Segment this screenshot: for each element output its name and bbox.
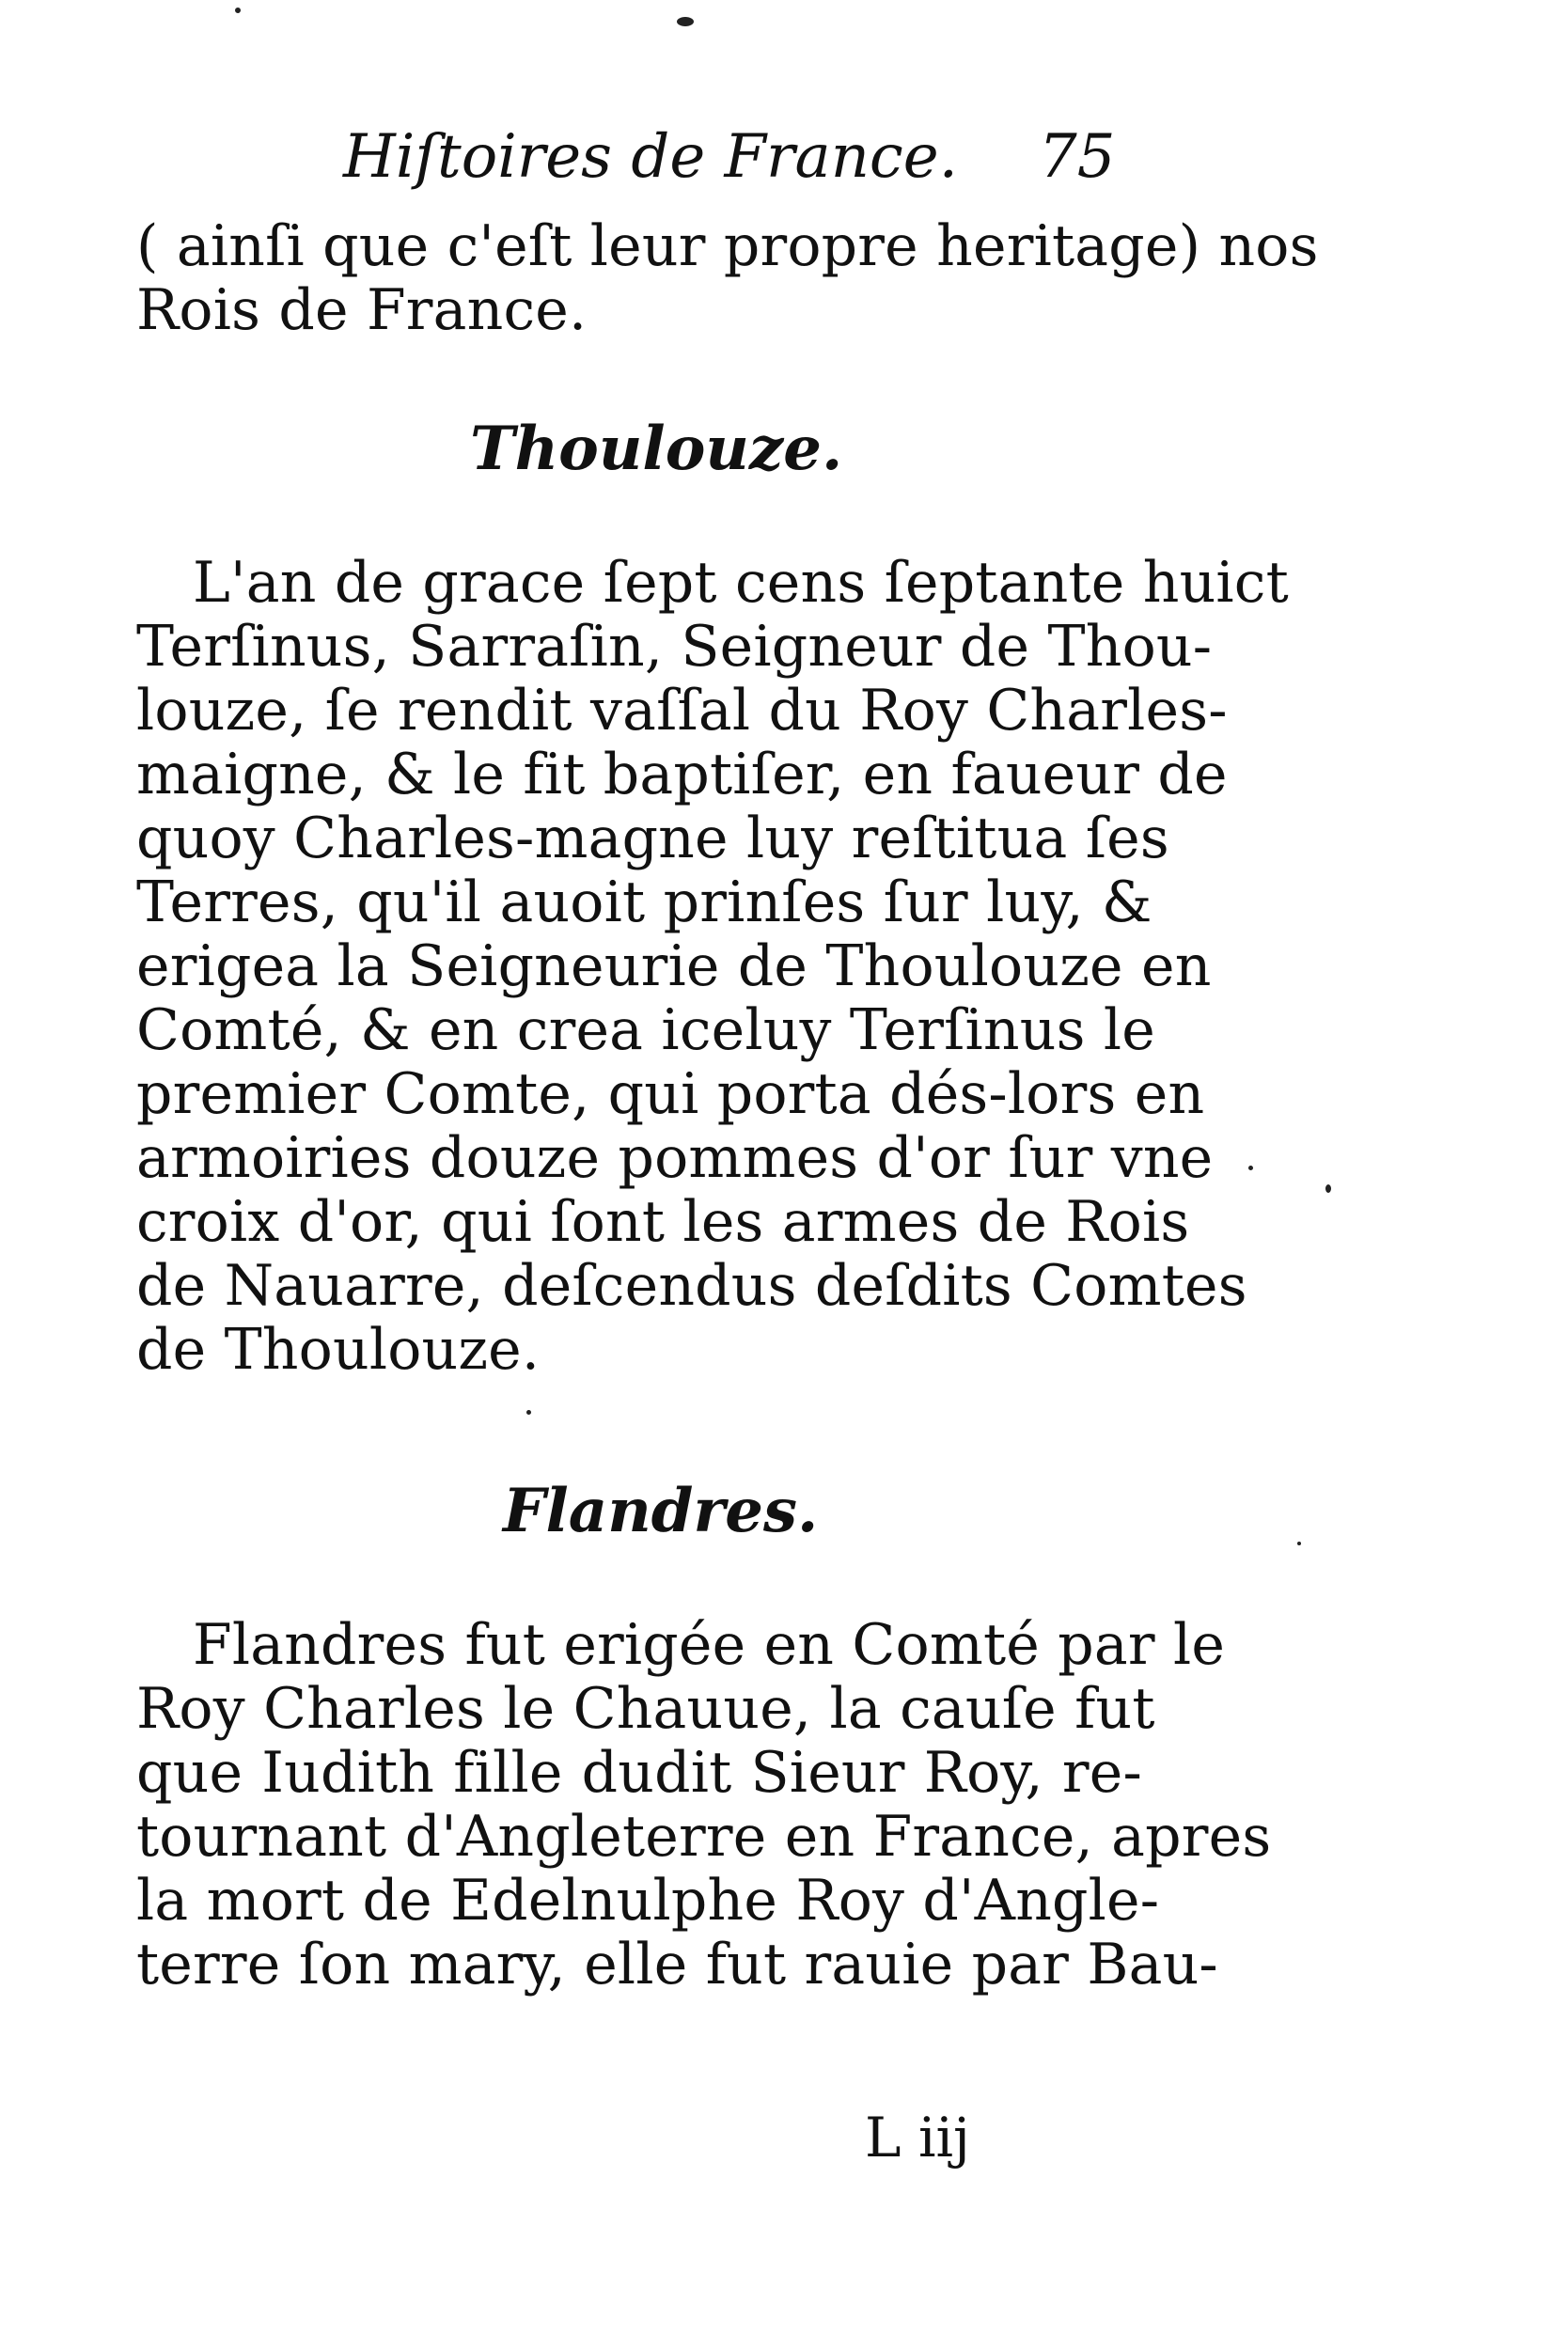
scan-speck [235,8,241,13]
scan-speck [526,1410,531,1415]
paragraph-line: de Nauarre, deſcendus deſdits Comtes [136,1253,1247,1319]
paragraph-line: la mort de Edelnulphe Roy d'Angle- [136,1868,1160,1934]
paragraph-line: Roy Charles le Chauue, la cauſe fut [136,1676,1155,1742]
paragraph-line: terre ſon mary, elle fut rauie par Bau- [136,1932,1218,1998]
paragraph-line: Flandres fut erigée en Comté par le [193,1612,1226,1678]
paragraph-line: premier Comte, qui porta dés-lors en [136,1061,1205,1127]
intro-line: ( ainſi que c'eſt leur propre heritage) nos [136,213,1319,279]
section-heading-thoulouze: Thoulouze. [470,414,843,484]
paragraph-line: croix d'or, qui ſont les armes de Rois [136,1189,1190,1255]
paragraph-line: que Iudith fille dudit Sieur Roy, re- [136,1740,1142,1806]
paragraph-line: erigea la Seigneurie de Thoulouze en [136,933,1212,999]
intro-line: Rois de France. [136,277,588,343]
scan-speck [1248,1166,1253,1170]
paragraph-line: tournant d'Angleterre en France, apres [136,1804,1272,1870]
running-title: Hiſtoires de France. [343,122,958,192]
scan-speck [1325,1184,1331,1193]
section-heading-flandres: Flandres. [503,1476,819,1546]
paragraph-line: armoiries douze pommes d'or ſur vne [136,1125,1214,1191]
paragraph-line: L'an de grace ſept cens ſeptante huict [193,550,1289,616]
scan-speck [1297,1542,1301,1545]
paragraph-line: maigne, & le fit baptiſer, en faueur de [136,742,1228,807]
paragraph-line: quoy Charles-magne luy reſtitua ſes [136,806,1169,871]
paragraph-line: Terſinus, Sarraſin, Seigneur de Thou- [136,614,1213,680]
signature-mark: L iij [865,2106,971,2170]
scan-speck [677,17,694,26]
paragraph-line: Comté, & en crea iceluy Terſinus le [136,997,1155,1063]
paragraph-line: de Thoulouze. [136,1317,541,1383]
page-number: 75 [1039,122,1116,192]
paragraph-line: Terres, qu'il auoit prinſes ſur luy, & [136,870,1152,935]
paragraph-line: louze, ſe rendit vaſſal du Roy Charles- [136,678,1228,744]
